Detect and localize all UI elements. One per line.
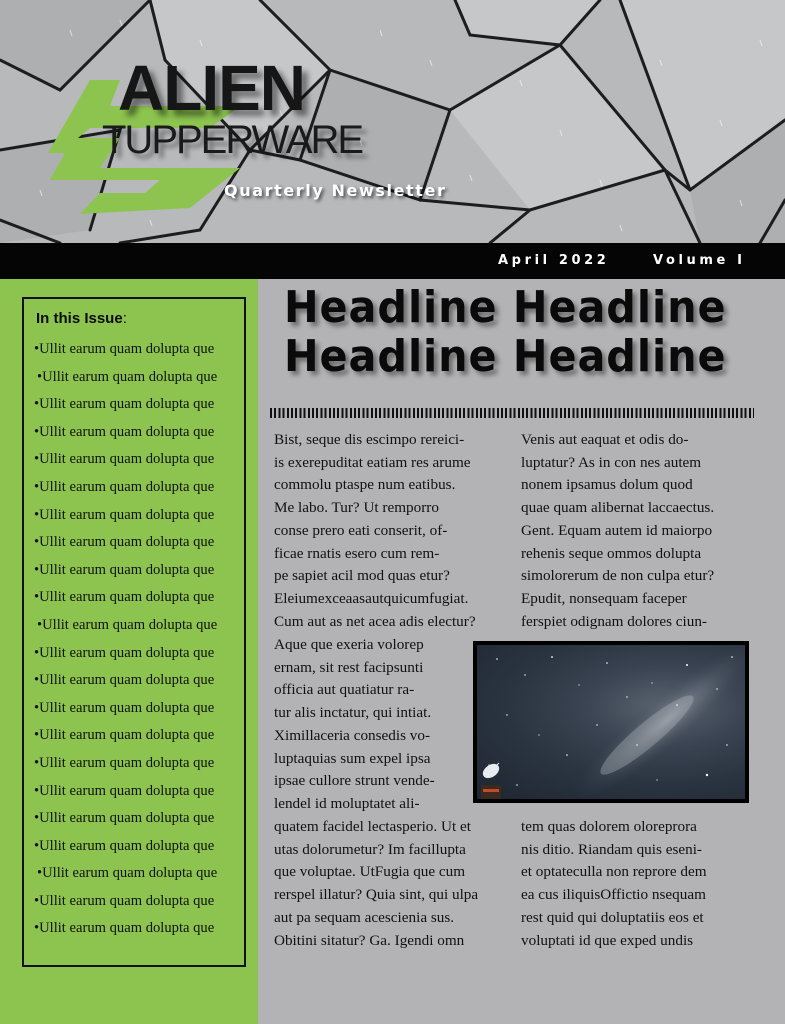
- night-sky-photo: [473, 641, 749, 803]
- text-line: ipsae cullore strunt vende-: [274, 772, 435, 790]
- text-line: Me labo. Tur? Ut remporro: [274, 499, 439, 517]
- masthead: [0, 0, 785, 243]
- text-line: quatem facidel lectasperio. Ut et: [274, 818, 471, 835]
- text-line: voluptati id que exped undis: [521, 931, 694, 949]
- text-line: rerspel illatur? Quia sint, qui ulpa: [274, 886, 479, 904]
- list-item: •Ullit earum quam dolupta que: [37, 616, 218, 633]
- list-item: •Ullit earum quam dolupta que: [34, 837, 215, 854]
- sidebar: [0, 279, 258, 1024]
- in-this-issue-list: [34, 340, 217, 947]
- article-column-2-top: [521, 429, 747, 633]
- satellite-dish-icon: [480, 761, 502, 799]
- list-item: •Ullit earum quam dolupta que: [34, 534, 215, 551]
- list-item: •Ullit earum quam dolupta que: [34, 589, 215, 606]
- text-line: luptaquias sum expel ipsa: [274, 749, 431, 767]
- article-column-2-bottom: [521, 816, 747, 952]
- headline-line: Headline Headline: [284, 331, 727, 382]
- in-this-issue-title: [36, 310, 127, 327]
- text-line: Cum aut as net acea adis electur?: [274, 612, 476, 630]
- list-item: •Ullit earum quam dolupta que: [34, 396, 215, 413]
- in-this-issue-box: [22, 297, 246, 967]
- text-line: nis ditio. Riandam quis eseni-: [521, 840, 702, 858]
- list-item: •Ullit earum quam dolupta que: [34, 782, 215, 799]
- milky-way-illustration: [477, 645, 745, 799]
- text-line: Bist, seque dis escimpo rereici-: [274, 431, 465, 448]
- list-item: •Ullit earum quam dolupta que: [34, 506, 215, 523]
- text-line: Eleiumexceaasautquicumfugiat.: [274, 589, 469, 607]
- list-item: •Ullit earum quam dolupta que: [34, 423, 215, 440]
- text-line: lendel id moluptatet ali-: [274, 794, 420, 812]
- list-item: •Ullit earum quam dolupta que: [34, 892, 215, 909]
- text-line: quae quam alibernat laccaectus.: [521, 499, 715, 517]
- text-line: ficae rnatis esero cum rem-: [274, 544, 440, 562]
- logo-word-tupperware: TUPPERWARE: [102, 118, 363, 162]
- text-line: tur alis inctatur, qui intiat.: [274, 704, 432, 722]
- text-line: que voluptae. UtFugia que cum: [274, 863, 466, 881]
- text-line: ferspiet odignam dolores ciun-: [521, 612, 707, 630]
- text-line: officia aut quatiatur ra-: [274, 681, 415, 699]
- list-item: •Ullit earum quam dolupta que: [34, 561, 215, 578]
- text-line: utas dolorumetur? Im facillupta: [274, 840, 466, 858]
- in-this-issue-title-text: In this Issue: [36, 310, 123, 327]
- text-line: Obitini sitatur? Ga. Igendi omn: [274, 931, 465, 949]
- list-item: •Ullit earum quam dolupta que: [34, 810, 215, 827]
- text-line: Ximillaceria consedis vo-: [274, 726, 431, 744]
- photo-image: [477, 645, 745, 799]
- text-line: Venis aut eaquat et odis do-: [521, 431, 689, 448]
- newsletter-tagline: Quarterly Newsletter: [224, 181, 447, 200]
- text-line: tem quas dolorem oloreprora: [521, 818, 697, 835]
- text-line: ernam, sit rest facipsunti: [274, 658, 424, 676]
- dashed-divider: [270, 408, 754, 418]
- text-line: Aque que exeria volorep: [274, 636, 424, 653]
- article-column-1-top: [274, 429, 500, 633]
- text-line: nonem ipsamus dolum quod: [521, 476, 693, 494]
- list-item: •Ullit earum quam dolupta que: [34, 920, 215, 937]
- article-column-1-wrap: [274, 634, 462, 816]
- text-line: luptatur? As in con nes autem: [521, 453, 702, 471]
- list-item: •Ullit earum quam dolupta que: [37, 865, 218, 882]
- list-item: •Ullit earum quam dolupta que: [34, 478, 215, 495]
- text-line: ea cus iliquisOffictio nsequam: [521, 886, 706, 904]
- text-line: pe sapiet acil mod quas etur?: [274, 567, 450, 585]
- list-item: •Ullit earum quam dolupta que: [34, 754, 215, 771]
- headline-line: Headline Headline: [284, 282, 727, 333]
- text-line: et optateculla non reprore dem: [521, 863, 707, 881]
- text-line: rehenis seque ommos dolupta: [521, 544, 702, 562]
- text-line: commolu ptaspe num eatibus.: [274, 476, 456, 494]
- issue-volume: Volume I: [653, 253, 746, 268]
- in-this-issue-title-colon: :: [122, 310, 127, 327]
- text-line: rest quid qui doluptatiis eos et: [521, 908, 704, 926]
- text-line: is exerepuditat eatiam res arume: [274, 453, 471, 471]
- list-item: •Ullit earum quam dolupta que: [34, 672, 215, 689]
- logo-word-alien: ALIEN: [118, 52, 305, 124]
- article-column-1-bottom: [274, 816, 500, 952]
- list-item: •Ullit earum quam dolupta que: [34, 699, 215, 716]
- text-line: aut pa sequam acescienia sus.: [274, 908, 455, 926]
- headline: [284, 283, 735, 381]
- text-line: Gent. Equam autem id maiorpo: [521, 521, 713, 539]
- text-line: conse prero eati conserit, of-: [274, 521, 448, 539]
- list-item: •Ullit earum quam dolupta que: [37, 368, 218, 385]
- issue-date: April 2022: [498, 253, 610, 268]
- text-line: Epudit, nonsequam faceper: [521, 589, 687, 607]
- list-item: •Ullit earum quam dolupta que: [34, 644, 215, 661]
- list-item: •Ullit earum quam dolupta que: [34, 451, 215, 468]
- date-bar: [0, 243, 785, 279]
- list-item: •Ullit earum quam dolupta que: [34, 341, 215, 357]
- list-item: •Ullit earum quam dolupta que: [34, 727, 215, 744]
- text-line: simolorerum de non culpa etur?: [521, 567, 715, 585]
